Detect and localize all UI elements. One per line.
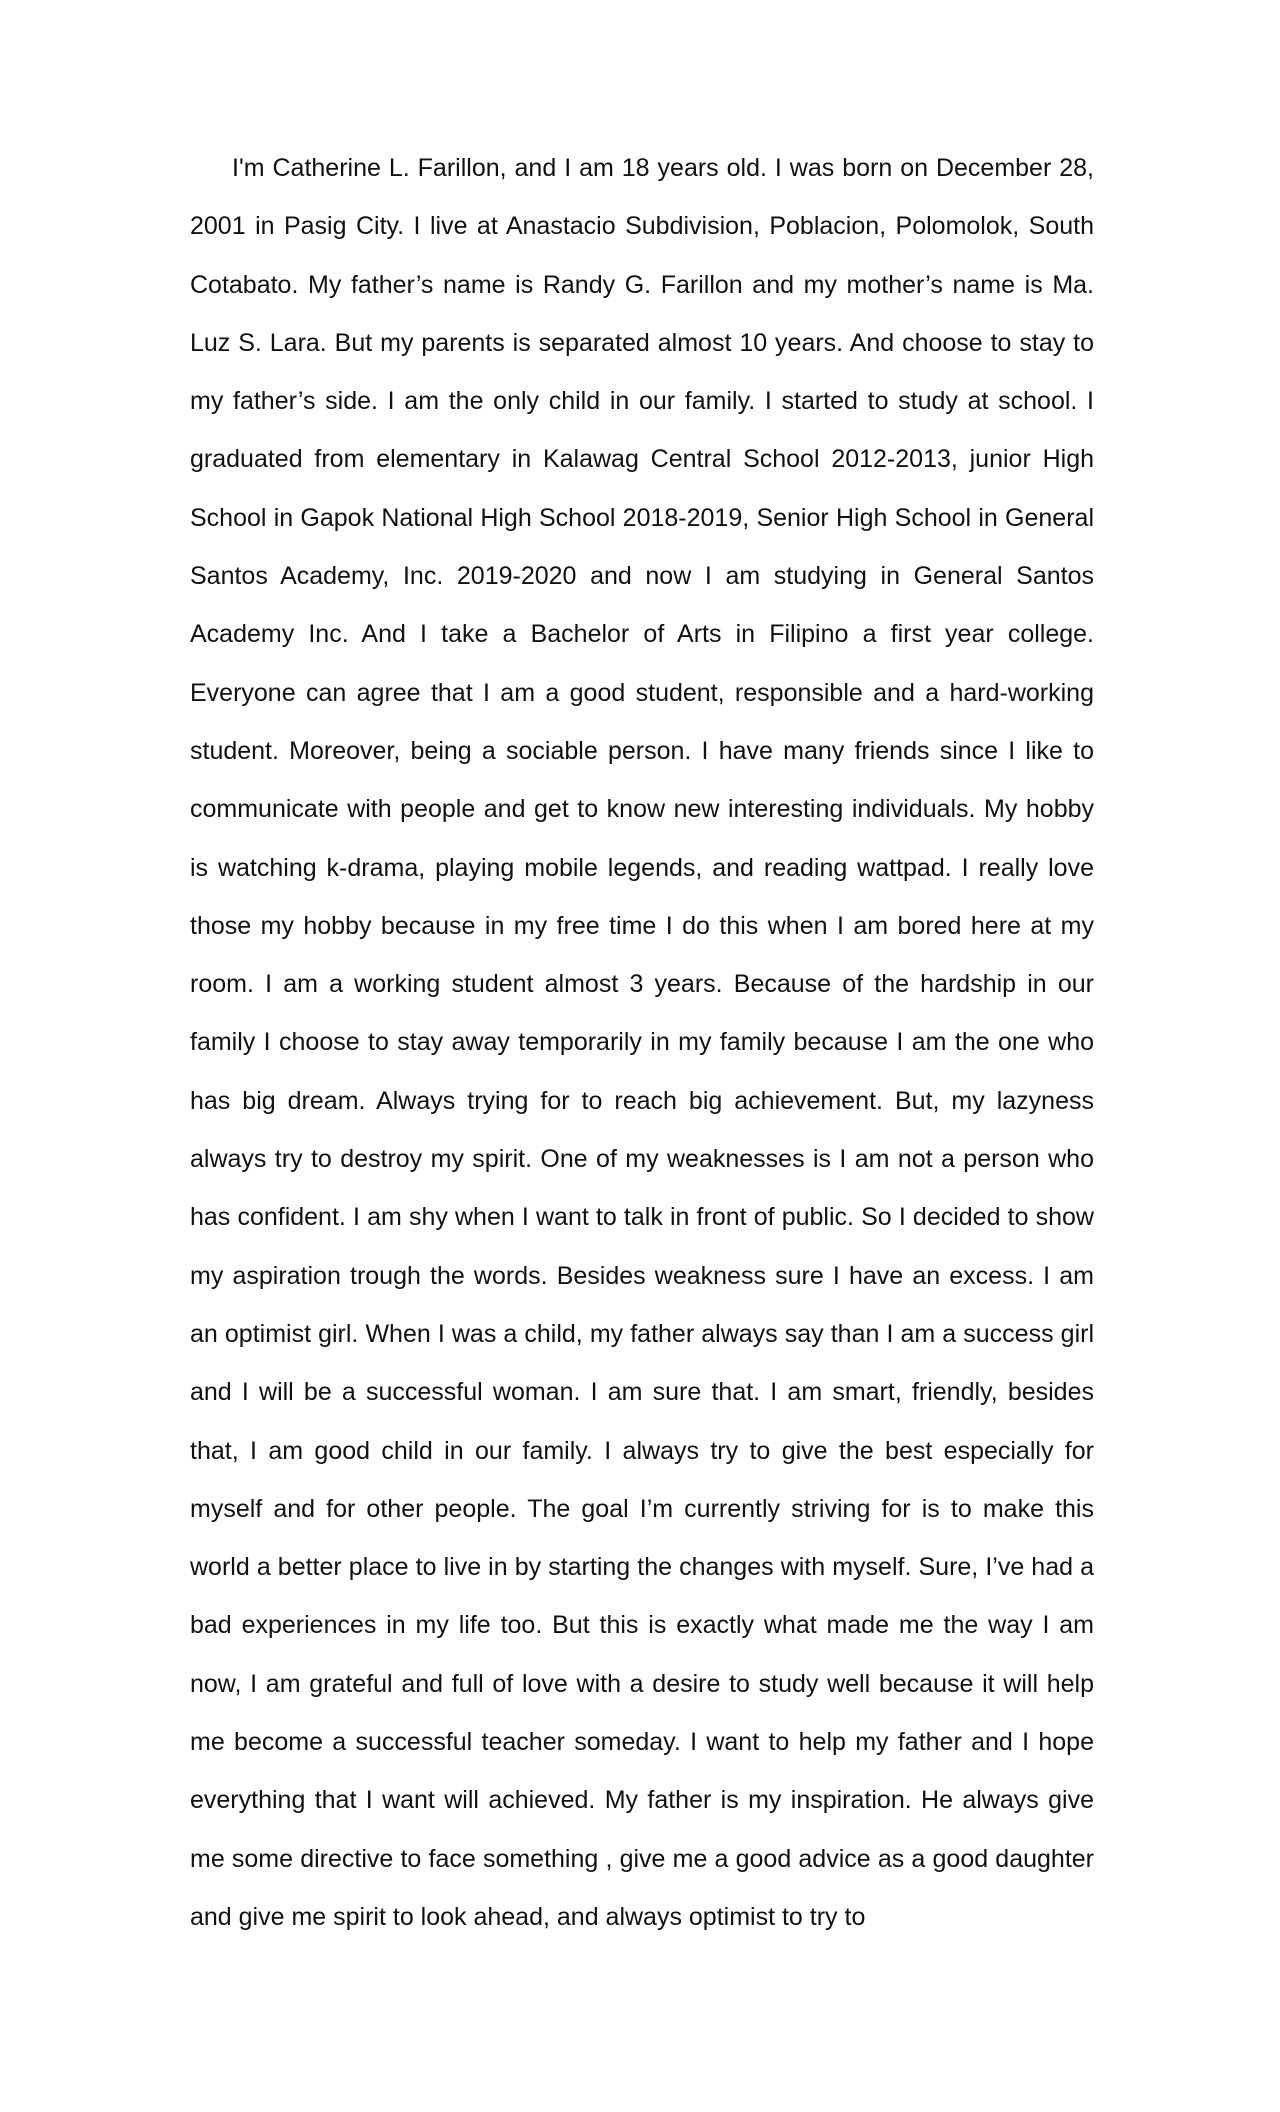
- essay-paragraph: I'm Catherine L. Farillon, and I am 18 years old. I was born on December 28, 2001 in Pasig City. I live at Anastacio Subdivision, Poblacion, Polomolok, South Cotabato. My father’s name is Randy G. Farillon and my mother’s name is Ma. Luz S. Lara. But my parents is separated almost 10 years. And choose to stay to my father’s side. I am the only child in our family. I started to study at school. I graduated from elementary in Kalawag Central School 2012-2013, junior High School in Gapok National High School 2018-2019, Senior High School in General Santos Academy, Inc. 2019-2020 and now I am studying in General Santos Academy Inc. And I take a Bachelor of Arts in Filipino a first year college. Everyone can agree that I am a good student, responsible and a hard-working student. Moreover, being a sociable person. I have many friends since I like to communicate with people and get to know new interesting individuals. My hobby is watching k-drama, playing mobile legends, and reading wattpad. I really love those my hobby because in my free time I do this when I am bored here at my room. I am a working student almost 3 years. Because of the hardship in our family I choose to stay away temporarily in my family because I am the one who has big dream. Always trying for to reach big achievement. But, my lazyness always try to destroy my spirit. One of my weaknesses is I am not a person who has confident. I am shy when I want to talk in front of public. So I decided to show my aspiration trough the words. Besides weakness sure I have an excess. I am an optimist girl. When I was a child, my father always say than I am a success girl and I will be a successful woman. I am sure that. I am smart, friendly, besides that, I am good child in our family. I always try to give the best especially for myself and for other people. The goal I’m currently striving for is to make this world a better place to live in by starting the changes with myself. Sure, I’ve had a bad experiences in my life too. But this is exactly what made me the way I am now, I am grateful and full of love with a desire to study well because it will help me become a successful teacher someday. I want to help my father and I hope everything that I want will achieved. My father is my inspiration. He always give me some directive to face something , give me a good advice as a good daughter and give me spirit to look ahead, and always optimist to try to: [190, 154, 1094, 1931]
